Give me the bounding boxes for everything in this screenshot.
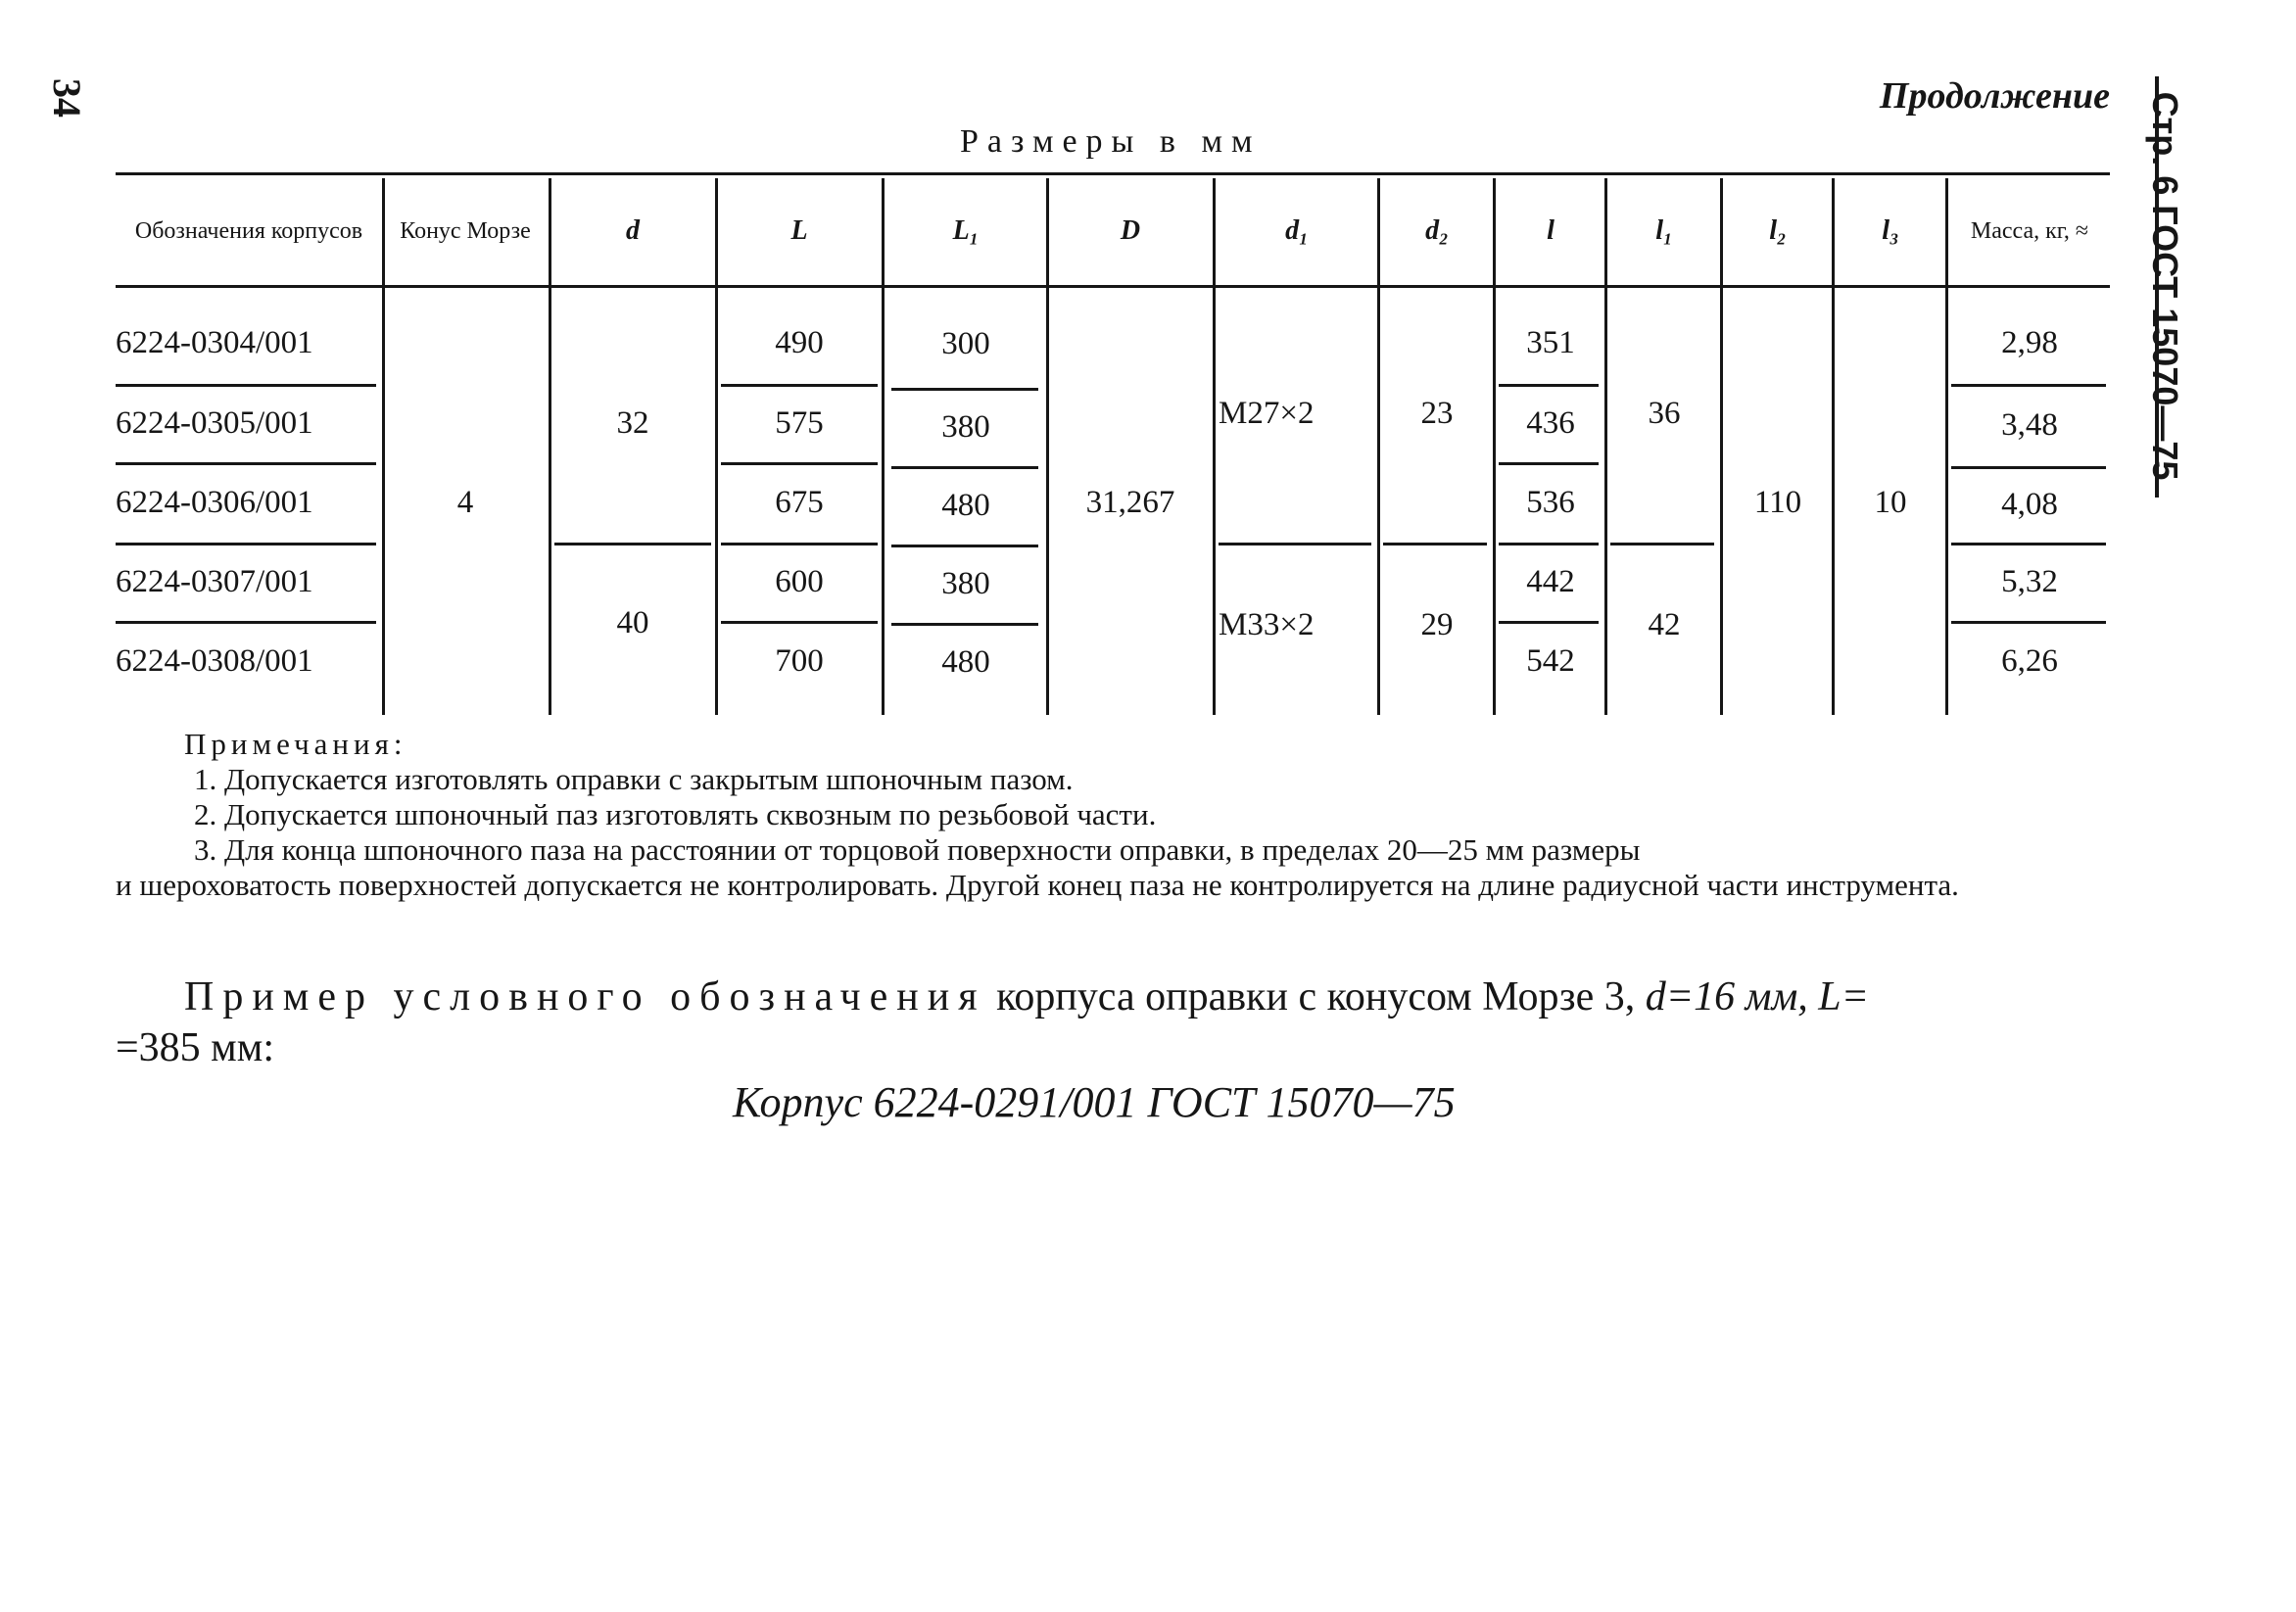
cell-mass: 6,26 <box>2001 642 2058 679</box>
cell-l: 436 <box>1526 404 1575 441</box>
example-params-end: =385 мм: <box>116 1025 275 1070</box>
cell-D-merged: 31,267 <box>1085 484 1175 520</box>
cell-l2-merged: 110 <box>1753 484 1802 520</box>
cell-mass: 4,08 <box>2001 486 2058 522</box>
header-d: d <box>626 215 640 246</box>
row-sep <box>1383 543 1487 545</box>
cell-l: 542 <box>1526 642 1575 679</box>
cell-L1: 380 <box>941 565 990 601</box>
cell-d2-group1: 23 <box>1420 395 1454 431</box>
header-l2: l₂ <box>1769 215 1787 246</box>
header-d2: d₂ <box>1425 215 1449 246</box>
cell-l: 536 <box>1526 484 1575 520</box>
example-params: d=16 мм, L= <box>1645 974 1869 1019</box>
cell-L1: 380 <box>941 408 990 445</box>
note-item: 1. Допускается изготовлять оправки с закрытым шпоночным пазом. <box>194 762 1074 796</box>
example-lead-rest: корпуса оправки с конусом Морзе 3, <box>996 974 1636 1019</box>
notes-title: Примечания: <box>184 727 407 761</box>
header-designation: Обозначения корпусов <box>134 218 363 244</box>
cell-d1-group1: M27×2 <box>1219 395 1315 431</box>
cell-d2-group2: 29 <box>1420 606 1454 642</box>
cell-cone-merged: 4 <box>456 484 474 520</box>
table-top-rule <box>116 172 2110 175</box>
cell-designation: 6224-0304/001 <box>116 324 313 360</box>
col-sep <box>1046 178 1049 715</box>
cell-l1-group1: 36 <box>1648 395 1681 431</box>
cell-d1-group2: M33×2 <box>1219 606 1315 642</box>
col-sep <box>1945 178 1948 715</box>
units-caption: Размеры в мм <box>960 123 1262 160</box>
cell-l1-group2: 42 <box>1648 606 1681 642</box>
col-sep <box>1832 178 1835 715</box>
cell-L: 600 <box>775 563 824 599</box>
cell-designation: 6224-0307/001 <box>116 563 313 599</box>
col-sep <box>1604 178 1607 715</box>
page-number: 34 <box>45 78 89 118</box>
cell-L1: 480 <box>941 487 990 523</box>
cell-L: 575 <box>775 404 824 441</box>
col-sep <box>1377 178 1380 715</box>
col-sep <box>715 178 718 715</box>
cell-l: 351 <box>1526 324 1575 360</box>
cell-L: 675 <box>775 484 824 520</box>
cell-designation: 6224-0305/001 <box>116 404 313 441</box>
col-sep <box>1493 178 1496 715</box>
col-sep <box>1213 178 1216 715</box>
cell-mass: 2,98 <box>2001 324 2058 360</box>
side-header: Стр. 6 ГОСТ 15070—75 <box>2145 91 2185 481</box>
cell-L: 490 <box>775 324 824 360</box>
cell-mass: 5,32 <box>2001 563 2058 599</box>
col-sep <box>882 178 885 715</box>
header-mass: Масса, кг, ≈ <box>1970 218 2089 244</box>
cell-mass: 3,48 <box>2001 406 2058 443</box>
example-paragraph <box>116 972 2114 1073</box>
cell-l: 442 <box>1526 563 1575 599</box>
header-cone: Конус Морзе <box>400 218 531 244</box>
header-l3: l₃ <box>1882 215 1899 246</box>
cell-designation: 6224-0306/001 <box>116 484 313 520</box>
note-item: 2. Допускается шпоночный паз изготовлять сквозным по резьбовой части. <box>194 797 1157 831</box>
continuation-label: Продолжение <box>1879 75 2110 117</box>
header-L1: L₁ <box>952 215 980 246</box>
example-lead-spaced: Пример условного обозначения <box>184 974 986 1019</box>
cell-l3-merged: 10 <box>1874 484 1907 520</box>
cell-d-group2: 40 <box>616 604 649 640</box>
header-D: D <box>1120 215 1141 246</box>
row-sep <box>1219 543 1371 545</box>
col-sep <box>382 178 385 715</box>
note-item-continuation: и шероховатость поверхностей допускается не контролировать. Другой конец паза не контролируется на длине радиусной части инструмента. <box>116 868 1959 902</box>
cell-designation: 6224-0308/001 <box>116 642 313 679</box>
example-designation: Корпус 6224-0291/001 ГОСТ 15070—75 <box>733 1078 1456 1126</box>
header-bottom-rule <box>116 285 2110 288</box>
cell-d-group1: 32 <box>616 404 649 441</box>
header-L: L <box>790 215 808 246</box>
header-d1: d₁ <box>1285 215 1309 246</box>
col-sep <box>1720 178 1723 715</box>
cell-L1: 300 <box>941 325 990 361</box>
col-sep <box>549 178 551 715</box>
header-l: l <box>1547 215 1555 246</box>
note-item: 3. Для конца шпоночного паза на расстоянии от торцовой поверхности оправки, в пределах 20—25 мм размеры <box>194 832 1641 867</box>
row-sep <box>1610 543 1714 545</box>
cell-L: 700 <box>775 642 824 679</box>
cell-L1: 480 <box>941 643 990 680</box>
notes-section <box>116 727 2114 903</box>
header-l1: l₁ <box>1655 215 1673 246</box>
